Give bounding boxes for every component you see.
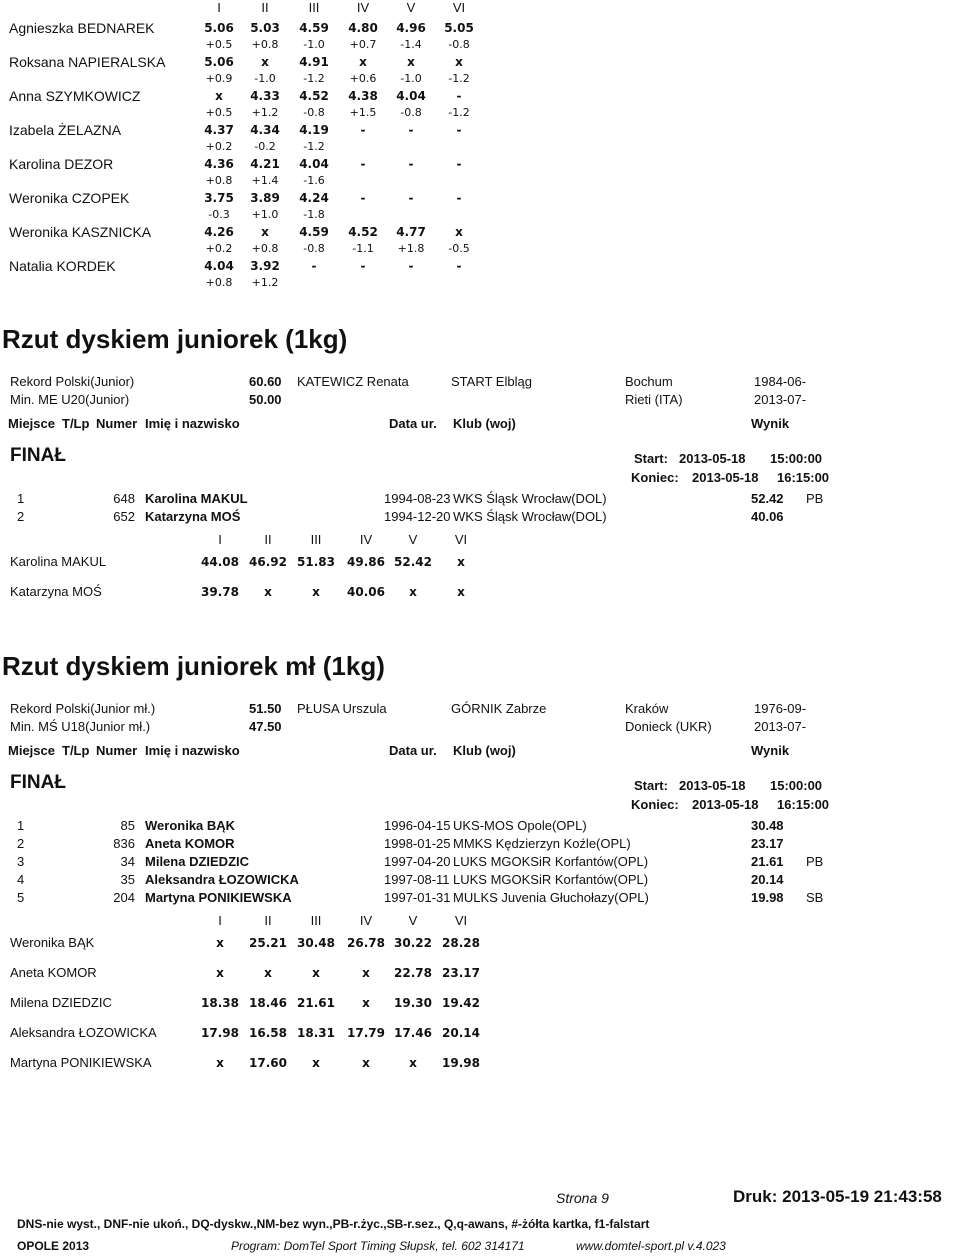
record-club: GÓRNIK Zabrze <box>451 701 547 716</box>
attempt-value: x <box>264 585 272 599</box>
attempt-value: x <box>216 1056 224 1070</box>
result-dob: 1997-01-31 <box>384 890 451 905</box>
result-club: WKS Śląsk Wrocław(DOL) <box>453 509 607 524</box>
result-name: Martyna PONIKIEWSKA <box>145 890 292 905</box>
attempt-value: 16.58 <box>249 1026 287 1040</box>
header-tlp: T/Lp <box>62 416 90 431</box>
result-number: 35 <box>120 872 135 887</box>
attempt-result: - <box>408 259 414 273</box>
wind-value: -1.2 <box>448 72 470 85</box>
result-dob: 1994-12-20 <box>384 509 451 524</box>
record-place: Kraków <box>625 701 669 716</box>
attempt-result: 4.80 <box>348 21 378 35</box>
attempt-athlete: Karolina MAKUL <box>10 554 107 569</box>
final-label: FINAŁ <box>10 772 66 793</box>
wind-value: +0.8 <box>251 242 279 255</box>
attempt-value: x <box>312 966 320 980</box>
event-name: OPOLE 2013 <box>17 1239 90 1253</box>
attempt-athlete: Martyna PONIKIEWSKA <box>10 1055 152 1070</box>
attempt-value: x <box>362 966 370 980</box>
result-club: WKS Śląsk Wrocław(DOL) <box>453 491 607 506</box>
header-dob: Data ur. <box>389 416 437 431</box>
result-mark: 19.98 <box>751 890 784 905</box>
attempt-value: 25.21 <box>249 936 287 950</box>
attempt-value: x <box>216 966 224 980</box>
attempt-athlete: Weronika BĄK <box>10 935 95 950</box>
attempt-result: x <box>359 55 367 69</box>
result-dob: 1998-01-25 <box>384 836 451 851</box>
result-place: 5 <box>17 890 25 905</box>
record-label: Min. ME U20(Junior) <box>10 392 130 407</box>
attempt-athlete: Milena DZIEDZIC <box>10 995 112 1010</box>
attempt-value: x <box>312 1056 320 1070</box>
attempt-value: 17.79 <box>347 1026 385 1040</box>
wind-value: -1.6 <box>303 174 325 187</box>
attempt-header: III <box>308 0 320 15</box>
attempt-header: IV <box>359 532 373 547</box>
attempt-result: 4.91 <box>299 55 329 69</box>
result-place: 2 <box>17 836 25 851</box>
result-club: MULKS Juvenia Głuchołazy(OPL) <box>453 890 649 905</box>
record-holder: PŁUSA Urszula <box>297 701 387 716</box>
attempt-result: - <box>360 157 366 171</box>
attempt-header: II <box>264 913 272 928</box>
result-note: PB <box>806 854 824 869</box>
result-name: Weronika BĄK <box>145 818 236 833</box>
result-club: MMKS Kędzierzyn Koźle(OPL) <box>453 836 631 851</box>
wind-value: -1.2 <box>448 106 470 119</box>
attempt-value: 18.31 <box>297 1026 335 1040</box>
result-name: Aleksandra ŁOZOWICKA <box>145 872 299 887</box>
attempt-result: 5.06 <box>204 55 234 69</box>
result-mark: 30.48 <box>751 818 784 833</box>
wind-value: +1.4 <box>251 174 279 187</box>
attempt-result: 4.21 <box>250 157 280 171</box>
wind-value: -0.5 <box>448 242 470 255</box>
record-label: Min. MŚ U18(Junior mł.) <box>10 719 151 734</box>
result-number: 85 <box>120 818 135 833</box>
header-numer: Numer <box>96 743 138 758</box>
attempt-result: 4.59 <box>299 21 329 35</box>
record-date: 2013-07- <box>754 392 807 407</box>
record-value: 50.00 <box>249 392 282 407</box>
attempt-value: 46.92 <box>249 555 287 569</box>
wind-value: -1.0 <box>254 72 276 85</box>
attempt-header: I <box>217 0 221 15</box>
attempt-result: 4.34 <box>250 123 280 137</box>
attempt-header: V <box>406 0 416 15</box>
wind-value: +0.9 <box>205 72 233 85</box>
final-label: FINAŁ <box>10 445 66 466</box>
wind-value: -0.8 <box>400 106 422 119</box>
record-place: Donieck (UKR) <box>625 719 712 734</box>
header-dob: Data ur. <box>389 743 437 758</box>
attempt-result: 3.89 <box>250 191 280 205</box>
record-label: Rekord Polski(Junior) <box>10 374 135 389</box>
result-place: 1 <box>17 818 25 833</box>
attempt-value: 21.61 <box>297 996 335 1010</box>
result-mark: 52.42 <box>751 491 784 506</box>
program-info: Program: DomTel Sport Timing Słupsk, tel. 602 314171 <box>231 1239 525 1253</box>
end-time: 16:15:00 <box>777 470 830 485</box>
wind-value: +0.2 <box>205 140 233 153</box>
end-label: Koniec: <box>631 797 679 812</box>
attempt-value: 39.78 <box>201 585 239 599</box>
result-note: PB <box>806 491 824 506</box>
result-place: 4 <box>17 872 25 887</box>
record-place: Rieti (ITA) <box>625 392 683 407</box>
header-club: Klub (woj) <box>453 416 516 431</box>
result-name: Milena DZIEDZIC <box>145 854 250 869</box>
wind-value: +1.8 <box>397 242 425 255</box>
header-name: Imię i nazwisko <box>145 743 240 758</box>
attempt-value: 19.30 <box>394 996 432 1010</box>
start-time: 15:00:00 <box>770 451 823 466</box>
attempt-value: 51.83 <box>297 555 335 569</box>
attempt-result: - <box>360 259 366 273</box>
attempt-value: 23.17 <box>442 966 480 980</box>
attempt-header: III <box>310 913 322 928</box>
attempt-result: - <box>408 191 414 205</box>
result-number: 204 <box>113 890 135 905</box>
attempt-result: 3.92 <box>250 259 280 273</box>
result-number: 652 <box>113 509 135 524</box>
header-miejsce: Miejsce <box>8 743 55 758</box>
header-result: Wynik <box>751 743 790 758</box>
section-title: Rzut dyskiem juniorek (1kg) <box>2 324 348 354</box>
attempt-result: 4.26 <box>204 225 234 239</box>
attempt-result: 4.96 <box>396 21 426 35</box>
attempt-value: 49.86 <box>347 555 385 569</box>
result-number: 34 <box>120 854 135 869</box>
result-dob: 1997-04-20 <box>384 854 451 869</box>
print-timestamp: Druk: 2013-05-19 21:43:58 <box>733 1187 942 1206</box>
attempt-value: x <box>312 585 320 599</box>
end-date: 2013-05-18 <box>692 797 759 812</box>
attempt-value: x <box>362 996 370 1010</box>
wind-value: +1.5 <box>349 106 377 119</box>
attempt-athlete: Katarzyna MOŚ <box>10 584 102 599</box>
wind-value: +0.5 <box>205 106 233 119</box>
attempt-value: 19.98 <box>442 1056 480 1070</box>
header-tlp: T/Lp <box>62 743 90 758</box>
result-mark: 23.17 <box>751 836 784 851</box>
wind-value: +0.5 <box>205 38 233 51</box>
record-holder: KATEWICZ Renata <box>297 374 409 389</box>
attempt-value: 52.42 <box>394 555 432 569</box>
start-label: Start: <box>634 451 668 466</box>
record-value: 51.50 <box>249 701 282 716</box>
wind-value: +0.8 <box>251 38 279 51</box>
program-url: www.domtel-sport.pl v.4.023 <box>576 1239 726 1253</box>
result-dob: 1994-08-23 <box>384 491 451 506</box>
result-place: 1 <box>17 491 25 506</box>
attempt-header: V <box>408 913 418 928</box>
attempt-result: x <box>261 225 269 239</box>
record-date: 1984-06- <box>754 374 807 389</box>
attempt-value: x <box>409 585 417 599</box>
result-name: Aneta KOMOR <box>145 836 235 851</box>
wind-value: -0.2 <box>254 140 276 153</box>
attempt-result: 4.52 <box>348 225 378 239</box>
result-note: SB <box>806 890 824 905</box>
athlete-name: Agnieszka BEDNAREK <box>9 20 155 36</box>
start-time: 15:00:00 <box>770 778 823 793</box>
wind-value: -1.0 <box>400 72 422 85</box>
attempt-result: - <box>311 259 317 273</box>
athlete-name: Karolina DEZOR <box>9 156 114 172</box>
attempt-result: x <box>455 55 463 69</box>
athlete-name: Izabela ŻELAZNA <box>9 122 122 138</box>
wind-value: -1.0 <box>303 38 325 51</box>
start-label: Start: <box>634 778 668 793</box>
record-value: 47.50 <box>249 719 282 734</box>
attempt-value: 17.60 <box>249 1056 287 1070</box>
attempt-header: VI <box>454 532 468 547</box>
start-date: 2013-05-18 <box>679 778 746 793</box>
attempt-result: - <box>456 157 462 171</box>
wind-value: +0.7 <box>349 38 377 51</box>
attempt-value: 17.98 <box>201 1026 239 1040</box>
wind-value: -0.8 <box>448 38 470 51</box>
wind-value: -0.3 <box>208 208 230 221</box>
end-label: Koniec: <box>631 470 679 485</box>
attempt-result: x <box>407 55 415 69</box>
wind-value: -1.2 <box>303 140 325 153</box>
attempt-value: x <box>409 1056 417 1070</box>
attempt-value: x <box>457 585 465 599</box>
attempt-value: 40.06 <box>347 585 385 599</box>
result-number: 836 <box>113 836 135 851</box>
end-time: 16:15:00 <box>777 797 830 812</box>
attempt-header: VI <box>452 0 466 15</box>
attempt-result: 5.05 <box>444 21 474 35</box>
attempt-header: VI <box>454 913 468 928</box>
attempt-result: 4.19 <box>299 123 329 137</box>
attempt-value: 22.78 <box>394 966 432 980</box>
attempt-result: - <box>408 123 414 137</box>
attempt-result: 4.33 <box>250 89 280 103</box>
attempt-value: 20.14 <box>442 1026 480 1040</box>
attempt-result: x <box>455 225 463 239</box>
wind-value: -0.8 <box>303 242 325 255</box>
attempt-result: 5.06 <box>204 21 234 35</box>
attempt-value: 17.46 <box>394 1026 432 1040</box>
attempt-value: x <box>264 966 272 980</box>
result-number: 648 <box>113 491 135 506</box>
record-label: Rekord Polski(Junior mł.) <box>10 701 156 716</box>
wind-value: +0.2 <box>205 242 233 255</box>
attempt-result: 4.59 <box>299 225 329 239</box>
attempt-value: 18.46 <box>249 996 287 1010</box>
athlete-name: Weronika CZOPEK <box>9 190 130 206</box>
attempt-value: 26.78 <box>347 936 385 950</box>
attempt-result: - <box>456 191 462 205</box>
attempt-value: 19.42 <box>442 996 480 1010</box>
attempt-value: 30.48 <box>297 936 335 950</box>
attempt-header: IV <box>356 0 370 15</box>
legend-text: DNS-nie wyst., DNF-nie ukoń., DQ-dyskw.,NM-bez wyn.,PB-r.życ.,SB-r.sez., Q,q-awans, #-żółta kartka, f1-falstart <box>17 1217 650 1231</box>
attempt-result: - <box>456 259 462 273</box>
attempt-header: III <box>310 532 322 547</box>
attempt-value: 28.28 <box>442 936 480 950</box>
athlete-name: Weronika KASZNICKA <box>9 224 152 240</box>
wind-value: +0.6 <box>349 72 377 85</box>
result-mark: 21.61 <box>751 854 784 869</box>
end-date: 2013-05-18 <box>692 470 759 485</box>
wind-value: +1.2 <box>251 276 279 289</box>
header-numer: Numer <box>96 416 138 431</box>
attempt-result: 4.04 <box>396 89 426 103</box>
result-club: UKS-MOS Opole(OPL) <box>453 818 587 833</box>
athlete-name: Natalia KORDEK <box>9 258 116 274</box>
result-place: 2 <box>17 509 25 524</box>
wind-value: -1.8 <box>303 208 325 221</box>
wind-value: +1.2 <box>251 106 279 119</box>
attempt-result: - <box>360 123 366 137</box>
record-club: START Elbląg <box>451 374 532 389</box>
attempt-result: 4.24 <box>299 191 329 205</box>
header-result: Wynik <box>751 416 790 431</box>
attempt-header: I <box>218 532 222 547</box>
attempt-header: IV <box>359 913 373 928</box>
header-name: Imię i nazwisko <box>145 416 240 431</box>
wind-value: -0.8 <box>303 106 325 119</box>
attempt-result: - <box>408 157 414 171</box>
header-miejsce: Miejsce <box>8 416 55 431</box>
result-mark: 40.06 <box>751 509 784 524</box>
result-dob: 1997-08-11 <box>384 872 450 887</box>
wind-value: +0.8 <box>205 174 233 187</box>
attempt-result: - <box>456 123 462 137</box>
attempt-value: 18.38 <box>201 996 239 1010</box>
attempt-result: - <box>456 89 462 103</box>
attempt-result: 4.38 <box>348 89 378 103</box>
wind-value: -1.1 <box>352 242 374 255</box>
attempt-result: x <box>261 55 269 69</box>
record-date: 2013-07- <box>754 719 807 734</box>
attempt-athlete: Aneta KOMOR <box>10 965 97 980</box>
record-place: Bochum <box>625 374 673 389</box>
attempt-result: - <box>360 191 366 205</box>
result-club: LUKS MGOKSiR Korfantów(OPL) <box>453 854 649 869</box>
result-place: 3 <box>17 854 25 869</box>
attempt-value: x <box>216 936 224 950</box>
attempt-header: V <box>408 532 418 547</box>
attempt-value: x <box>362 1056 370 1070</box>
attempt-result: 4.77 <box>396 225 426 239</box>
result-club: LUKS MGOKSiR Korfantów(OPL) <box>453 872 649 887</box>
attempt-result: 4.37 <box>204 123 234 137</box>
attempt-header: I <box>218 913 222 928</box>
wind-value: +1.0 <box>251 208 279 221</box>
result-name: Karolina MAKUL <box>145 491 248 506</box>
attempt-athlete: Aleksandra ŁOZOWICKA <box>10 1025 157 1040</box>
attempt-result: 4.36 <box>204 157 234 171</box>
athlete-name: Anna SZYMKOWICZ <box>9 88 141 104</box>
page-number: Strona 9 <box>556 1190 609 1206</box>
attempt-header: II <box>264 532 272 547</box>
header-club: Klub (woj) <box>453 743 516 758</box>
attempt-result: 3.75 <box>204 191 234 205</box>
result-mark: 20.14 <box>751 872 784 887</box>
wind-value: +0.8 <box>205 276 233 289</box>
attempt-result: 4.04 <box>299 157 329 171</box>
attempt-result: 4.04 <box>204 259 234 273</box>
section-title: Rzut dyskiem juniorek mł (1kg) <box>2 651 385 681</box>
result-name: Katarzyna MOŚ <box>145 509 241 524</box>
wind-value: -1.4 <box>400 38 422 51</box>
attempt-header: II <box>261 0 269 15</box>
attempt-value: 44.08 <box>201 555 239 569</box>
attempt-result: x <box>215 89 223 103</box>
athlete-name: Roksana NAPIERALSKA <box>9 54 166 70</box>
attempt-value: x <box>457 555 465 569</box>
result-dob: 1996-04-15 <box>384 818 451 833</box>
attempt-result: 5.03 <box>250 21 280 35</box>
record-value: 60.60 <box>249 374 282 389</box>
attempt-value: 30.22 <box>394 936 432 950</box>
start-date: 2013-05-18 <box>679 451 746 466</box>
attempt-result: 4.52 <box>299 89 329 103</box>
wind-value: -1.2 <box>303 72 325 85</box>
record-date: 1976-09- <box>754 701 807 716</box>
